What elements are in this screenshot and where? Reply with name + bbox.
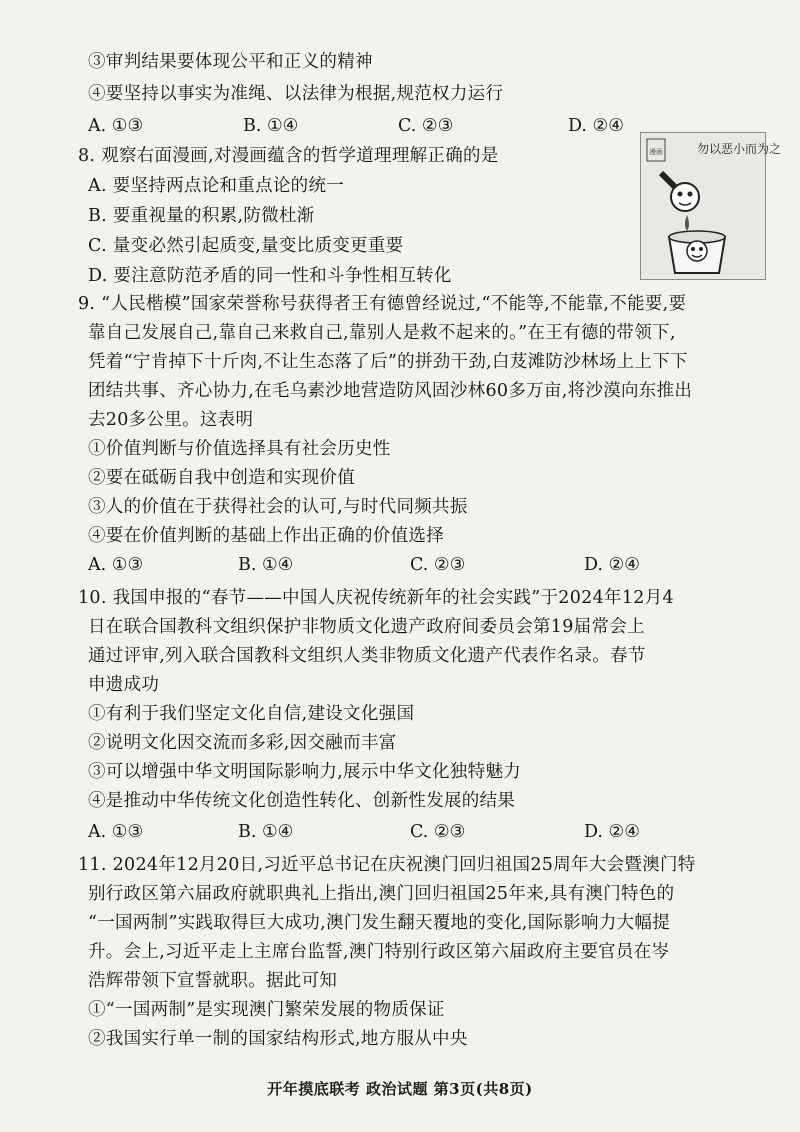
q9-stem-line-1: 9. “人民楷模”国家荣誉称号获得者王有德曾经说过,“不能等,不能靠,不能要,要 <box>78 294 687 314</box>
option-a[interactable]: A. ①③ <box>88 555 144 575</box>
q10-item-3: ③可以增强中华文明国际影响力,展示中华文化独特魅力 <box>88 762 522 782</box>
option-d[interactable]: D. ②④ <box>584 555 640 575</box>
q10-item-2: ②说明文化因交流而多彩,因交融而丰富 <box>88 733 397 753</box>
drop <box>685 215 689 231</box>
q9-stem-line-3: 凭着“宁肯掉下十斤肉,不让生态落了后”的拼劲干劲,白芨滩防沙林场上上下下 <box>88 352 688 372</box>
option-b[interactable]: B. ①④ <box>238 822 294 842</box>
q9-item-3: ③人的价值在于获得社会的认可,与时代同频共振 <box>88 497 468 517</box>
q10-item-4: ④是推动中华传统文化创造性转化、创新性发展的结果 <box>88 791 516 811</box>
prev-item-4: ④要坚持以事实为准绳、以法律为根据,规范权力运行 <box>88 84 504 104</box>
option-b[interactable]: B. ①④ <box>243 116 299 136</box>
q11-stem-line-1: 11. 2024年12月20日,习近平总书记在庆祝澳门回归祖国25周年大会暨澳门特 <box>78 855 696 875</box>
cup-eye-right <box>699 247 703 251</box>
q11-item-1: ①“一国两制”是实现澳门繁荣发展的物质保证 <box>88 1000 445 1020</box>
q9-stem-line-4: 团结共事、齐心协力,在毛乌素沙地营造防风固沙林60多万亩,将沙漠向东推出 <box>88 381 693 401</box>
page-footer: 开年摸底联考 政治试题 第3页(共8页) <box>267 1080 533 1098</box>
q8-stem: 8. 观察右面漫画,对漫画蕴含的哲学道理理解正确的是 <box>78 146 499 166</box>
q10-stem-line-2: 日在联合国教科文组织保护非物质文化遗产政府间委员会第19届常会上 <box>88 617 645 637</box>
q11-stem-line-5: 浩辉带领下宣誓就职。据此可知 <box>88 971 338 991</box>
q8-choice-a[interactable]: A. 要坚持两点论和重点论的统一 <box>88 176 345 196</box>
q8-choice-b[interactable]: B. 要重视量的积累,防微杜渐 <box>88 206 315 226</box>
cartoon-label: 勿以恶小而为之 <box>696 142 782 156</box>
cartoon-illustration <box>641 133 782 279</box>
q11-stem-line-2: 别行政区第六届政府就职典礼上指出,澳门回归祖国25年来,具有澳门特色的 <box>88 884 675 904</box>
option-a[interactable]: A. ①③ <box>88 822 144 842</box>
option-c[interactable]: C. ②③ <box>410 822 466 842</box>
q9-item-4: ④要在价值判断的基础上作出正确的价值选择 <box>88 526 444 546</box>
q8-choice-c[interactable]: C. 量变必然引起质变,量变比质变更重要 <box>88 236 404 256</box>
q10-stem-line-1: 10. 我国申报的“春节——中国人庆祝传统新年的社会实践”于2024年12月4 <box>78 588 674 608</box>
option-b[interactable]: B. ①④ <box>238 555 294 575</box>
option-a[interactable]: A. ①③ <box>88 116 144 136</box>
small-face <box>671 183 699 211</box>
q9-stem-line-5: 去20多公里。这表明 <box>88 410 254 430</box>
q9-item-2: ②要在砥砺自我中创造和实现价值 <box>88 468 355 488</box>
prev-item-3: ③审判结果要体现公平和正义的精神 <box>88 52 373 72</box>
option-d[interactable]: D. ②④ <box>584 822 640 842</box>
face-eye-left <box>678 192 683 197</box>
q9-item-1: ①价值判断与价值选择具有社会历史性 <box>88 439 391 459</box>
q11-stem-line-3: “一国两制”实践取得巨大成功,澳门发生翻天覆地的变化,国际影响力大幅提 <box>88 913 671 933</box>
cartoon-stamp: 漫画 <box>649 148 663 156</box>
q10-item-1: ①有利于我们坚定文化自信,建设文化强国 <box>88 704 415 724</box>
face-eye-right <box>688 192 693 197</box>
option-c[interactable]: C. ②③ <box>398 116 454 136</box>
cup-eye-left <box>691 247 695 251</box>
q10-stem-line-3: 通过评审,列入联合国教科文组织人类非物质文化遗产代表作名录。春节 <box>88 646 646 666</box>
q8-choice-d[interactable]: D. 要注意防范矛盾的同一性和斗争性相互转化 <box>88 266 452 286</box>
q8-cartoon <box>640 132 782 280</box>
option-c[interactable]: C. ②③ <box>410 555 466 575</box>
q10-stem-line-4: 申遗成功 <box>88 675 160 695</box>
q11-item-2: ②我国实行单一制的国家结构形式,地方服从中央 <box>88 1029 468 1049</box>
cup-face <box>687 241 707 261</box>
q11-stem-line-4: 升。会上,习近平走上主席台监誓,澳门特别行政区第六届政府主要官员在岑 <box>88 942 670 962</box>
option-d[interactable]: D. ②④ <box>568 116 624 136</box>
q9-stem-line-2: 靠自己发展自己,靠自己来救自己,靠别人是救不起来的。”在王有德的带领下, <box>88 323 676 343</box>
